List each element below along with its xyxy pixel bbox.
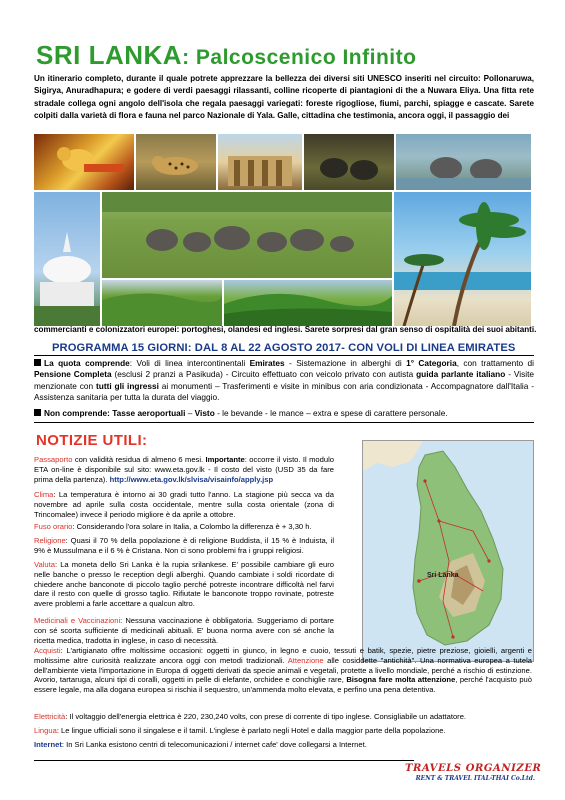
info-bold: Importante xyxy=(205,455,245,464)
non-comprende xyxy=(34,408,534,419)
quota-bold: Pensione Completa xyxy=(34,369,112,380)
agency-logo xyxy=(405,763,542,782)
info-text: : Il voltaggio dell'energia elettrica è 220, 230,240 volts, con prese di corrente di tipo inglese. Consigliabile un adattatore. xyxy=(65,712,467,721)
valuta-info xyxy=(34,560,334,609)
quota-text: , con trattamento di xyxy=(456,358,534,368)
quota-text: ai monumenti – Trasferimenti e visite in minibus con aria condizionata - Accompagnatore dall'Italia - Assistenza sanitaria per tutta la durata del viaggio. xyxy=(34,380,534,403)
leopard-photo xyxy=(136,134,216,190)
info-label: Fuso orario xyxy=(34,522,73,531)
info-text: con validità residua di almeno 6 mesi. xyxy=(72,455,206,464)
info-label: Lingua xyxy=(34,726,57,735)
non-comprende-text: – xyxy=(185,408,195,418)
info-text: : Nessuna vaccinazione è obbligatoria. Suggeriamo di portare con sé scorta sufficiente di medicinali abituali. E' buona norma avere con sé anche la ricetta medica, tradotta in inglese, in caso di necessità. xyxy=(34,616,334,645)
quota-comprende xyxy=(34,358,534,404)
info-label: Valuta xyxy=(34,560,55,569)
stupa-photo xyxy=(34,192,100,326)
title-subtitle: Palcoscenico Infinito xyxy=(195,46,417,69)
info-text: : L'artigianato offre moltissime occasioni: oggetti in giunco, in legno e cuoio, tessuti e batik, spezie, pietre preziose, gioielli, argenti e moltissime altre curiosità realizzate ancora oggi con metodi tradizionali. xyxy=(34,646,532,665)
info-text: : La temperatura è intorno ai 30 gradi tutto l'anno. La stagione più secca va da novembre ad aprile sulla costa occidentale, mentre sulla costa orientale (zona di Trincomalee) invece il periodo migliore è da aprile a ottobre. xyxy=(34,490,334,519)
intro-paragraph: Un itinerario completo, durante il quale potrete apprezzare la bellezza dei diversi siti UNESCO inseriti nel circuito: Pollonaruwa, Sigirya, Anuradhapura; e godere di verdi paesaggi rilassanti, colline ricoperte di piantagioni di the a Nuwara Eliya. Una fitta rete stradale collega ogni angolo dell'isola che regala paesaggi variegati: foreste rigogliose, fiumi, parchi, spiagge e cascate. Sarete colpiti dalla varietà di flora e fauna nel parco Nazionale di Yala. Galle, cittadina che testimonia, ancora oggi, il passaggio dei xyxy=(34,74,534,120)
quota-bold: Emirates xyxy=(249,358,285,368)
elettricita-info xyxy=(34,712,532,722)
page-title xyxy=(36,40,416,71)
intro-continued: commercianti e colonizzatori europei: portoghesi, olandesi ed inglesi. Sarete sorpresi dal gran senso di ospitalità dei suoi abitanti. xyxy=(34,325,537,334)
lingua-info xyxy=(34,726,532,736)
photo-collage xyxy=(34,134,531,326)
square-bullet-icon xyxy=(34,359,41,366)
clima-info xyxy=(34,490,334,519)
logo-line2: RENT & TRAVEL ITAL-THAI Co.Ltd. xyxy=(415,775,535,782)
palm-beach-photo xyxy=(394,192,531,326)
info-text: , perché l'acquisto può essere legale, ma alla dogana europea si rischia il sequestro, un'ammenda molto elevata, e perfino una pena detentiva. xyxy=(34,675,532,695)
non-comprende-label: Non comprende xyxy=(44,408,108,418)
tea-plantation-photo xyxy=(102,280,222,326)
logo-line1: TRAVELS ORGANIZER xyxy=(405,763,542,774)
info-text: : La moneta dello Sri Lanka è la rupia srilankese. E' possibile cambiare gli euro nelle banche o presso le reception degli alberghi. Quando cambiate i soldi ricordate di chiedere anche banconote di piccolo taglio perché potreste incontrare difficoltà nel farvi dare il resto con quelle di grosso taglio. Rifiutate le banconote troppo rovinate, potreste avere problemi a farle accettare a qualcun altro. xyxy=(34,560,334,609)
quota-text: - Sistemazione in alberghi di xyxy=(284,358,407,368)
info-text: : Considerando l'ora solare in Italia, a Colombo la differenza è + 3,30 h. xyxy=(72,522,312,531)
info-label: Acquisti xyxy=(34,646,61,655)
sri-lanka-map xyxy=(362,440,534,662)
quota-label: La quota comprende xyxy=(44,358,130,368)
non-comprende-text: - le bevande - le mance – extra e spese di carattere personale. xyxy=(214,408,448,418)
quota-text: - Visite menzionate con xyxy=(34,369,534,391)
square-bullet-icon xyxy=(34,409,41,416)
temple-photo xyxy=(218,134,302,190)
program-heading: PROGRAMMA 15 GIORNI: DAL 8 AL 22 AGOSTO 2017- CON VOLI DI LINEA EMIRATES xyxy=(52,342,516,354)
info-bold: Bisogna fare molta attenzione xyxy=(346,675,456,685)
internet-info xyxy=(34,740,532,750)
visa-link[interactable]: http://www.eta.gov.lk/slvisa/visainfo/apply.jsp xyxy=(109,474,274,484)
info-text: : Quasi il 70 % della popolazione è di religione Buddista, il 15 % è Induista, il 9% è Mussulmana e il 6 % è Cristana. Non ci sono problemi fra i gruppi religiosi. xyxy=(34,536,334,555)
quota-bold: tutti gli ingressi xyxy=(96,380,159,391)
divider-line xyxy=(34,422,534,423)
non-comprende-bold: Visto xyxy=(194,408,215,418)
info-label: Clima xyxy=(34,490,54,499)
buddha-photo xyxy=(34,134,134,190)
medicinali-info xyxy=(34,616,334,645)
divider-line xyxy=(34,355,534,356)
footer-divider xyxy=(34,760,414,761)
info-label: Elettricità xyxy=(34,712,66,721)
notizie-heading: NOTIZIE UTILI: xyxy=(36,432,148,449)
religione-info xyxy=(34,536,334,556)
quota-bold: 1° Categoria xyxy=(406,358,457,368)
info-text: : In Sri Lanka esistono centri di telecomunicazioni / internet cafe' dove collegarsi a Internet. xyxy=(61,740,367,749)
title-main: SRI LANKA xyxy=(36,40,183,70)
info-label: Medicinali e Vaccinazioni xyxy=(34,616,121,625)
info-text: : Le lingue ufficiali sono il singalese e il tamil. L'inglese è parlato negli Hotel e dalla maggior parte della popolazione. xyxy=(56,726,446,735)
quota-text: : Voli di linea intercontinentali xyxy=(129,358,250,368)
info-label: Internet xyxy=(34,740,62,749)
quota-text: (esclusi 2 pranzi a Pasikuda) - Circuito effettuato con veicolo privato con autista xyxy=(111,369,417,380)
passaporto-info xyxy=(34,455,334,484)
non-comprende-bold: : Tasse aeroportuali xyxy=(107,408,186,418)
quota-bold: guida parlante italiano xyxy=(416,369,506,380)
tea-hills-photo xyxy=(224,280,392,326)
info-label: Passaporto xyxy=(34,455,73,464)
map-label: Sri Lanka xyxy=(427,572,459,579)
info-text: : occorre il visto. Il modulo ETA on-line è disponibile sul sito: www.eta.gov.lk - Il costo del visto (USD 35 da fare prima della partenza). xyxy=(34,455,334,484)
info-text: alle cosiddette "antichità". Una normativa europea a tutela dell'ambiente vieta l'importazione in Europa di oggetti derivati da specie animali e vegetali, protette a livello mondiale, perché a rischio di estinzione. Avorio, tartaruga, alcuni tipi di coralli, oggetti in pelle di elefante, orchidee e conchiglie rare, xyxy=(34,655,532,685)
elephants-dark-photo xyxy=(304,134,394,190)
title-colon: : xyxy=(182,46,190,69)
info-label: Attenzione xyxy=(287,655,324,665)
elephants-bath-photo xyxy=(396,134,531,190)
info-label: Religione xyxy=(34,536,66,545)
acquisti-info xyxy=(34,646,532,695)
fuso-info xyxy=(34,522,334,532)
elephant-herd-photo xyxy=(102,192,392,278)
